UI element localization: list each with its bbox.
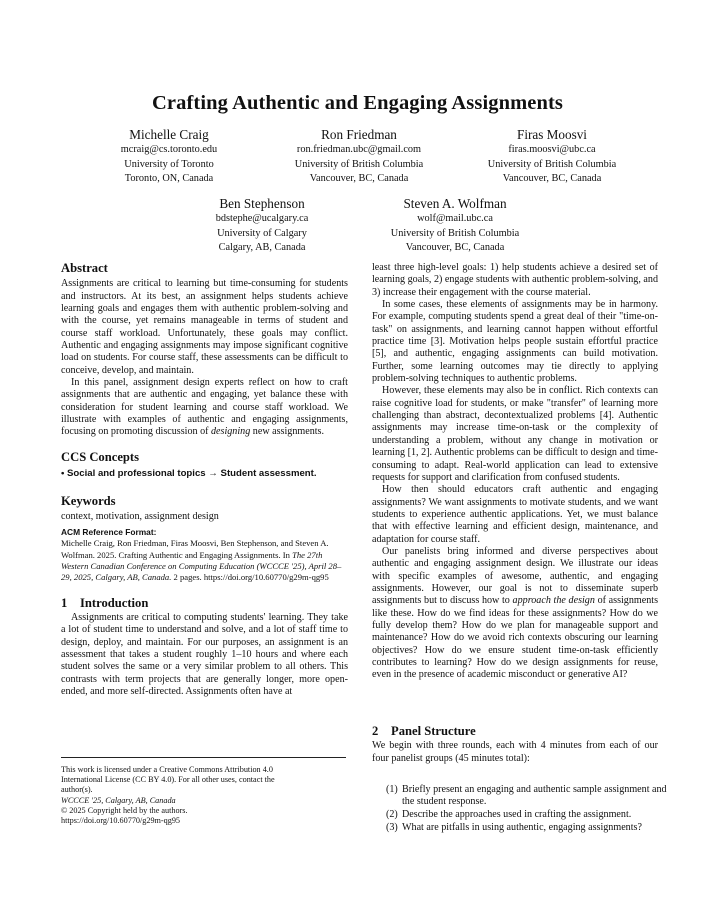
abstract-paragraph [61, 377, 348, 439]
abstract-paragraph: Assignments are critical to learning but time-consuming for students and instructors. At its best, an assignment helps students achieve learning goals and engages them with authentic problem-solving and with the course, yet remains manageable in terms of student and course staff workload. Unfortunately, these goals may conflict. Authentic and engaging assignments may impose significant cognitive load on students. For course staff, these assessments can be difficult to conceive, develop, and maintain. [61, 278, 348, 376]
body-text: Our panelists bring informed and diverse perspectives about authentic and engaging assignment design. We illustrate our ideas with specific examples of awesome, authentic, and engaging assignments. However, our goal is not to disseminate superb assignments but to discuss how to [372, 545, 658, 607]
author-email: firas.moosvi@ubc.ca [508, 144, 596, 155]
doi-link[interactable]: https://doi.org/10.60770/g29m-qg95 [61, 816, 181, 826]
list-text: Describe the approaches used in crafting the assignment. [402, 809, 632, 820]
author-email: ron.friedman.ubc@gmail.com [296, 144, 422, 155]
section-number: 2 [372, 724, 379, 738]
author-block [269, 126, 449, 187]
ccs-concept: • Social and professional topics → Student assessment. [61, 468, 317, 480]
list-number: (3) [386, 822, 398, 833]
author-name: Steven A. Wolfman [403, 196, 507, 211]
list-text: What are pitfalls in using authentic, engaging assignments? [402, 822, 642, 833]
paper-title: Crafting Authentic and Engaging Assignments [152, 92, 563, 114]
author-name: Michelle Craig [129, 127, 209, 142]
keywords-heading: Keywords [61, 493, 116, 508]
list-item [386, 822, 676, 835]
body-paragraph [372, 546, 658, 682]
author-location: Vancouver, BC, Canada [405, 242, 505, 253]
author-affiliation: University of British Columbia [487, 158, 617, 170]
body-emphasis: approach the design [512, 595, 595, 607]
author-block [462, 126, 642, 187]
author-email: wolf@mail.ubc.ca [417, 213, 493, 224]
author-affiliation: University of Toronto [124, 158, 214, 170]
author-block [172, 195, 352, 256]
list-text: Briefly present an engaging and authentic sample assignment and the student response. [402, 784, 667, 808]
author-name: Ben Stephenson [219, 196, 305, 211]
keywords-text: context, motivation, assignment design [61, 510, 219, 522]
right-column [372, 262, 658, 682]
body-text: of assignments like these. How do we find ideas for these assignments? How do we fully develop them? How do we plan for manageable support and maintenance? How do we avoid rich contexts obscuring our learning objectives? How do we ensure student time-on-task efficiently contributes to learning? How do we design assignments for reuse, even in the presence of academic misconduct or generative AI? [372, 595, 659, 681]
author-affiliation: University of Calgary [217, 227, 307, 239]
author-location: Vancouver, BC, Canada [502, 173, 602, 184]
author-location: Calgary, AB, Canada [218, 242, 306, 253]
footnote-rule [61, 757, 346, 758]
body-paragraph: least three high-level goals: 1) help students achieve a desired set of learning goals, 2) engage students with authentic problem-solving, and 3) increase their engagement with the course material. [372, 262, 658, 298]
ccs-heading: CCS Concepts [61, 449, 140, 464]
acm-reference-venue: The 27th Western Canadian Conference on Computing Education (WCCCE '25), April 28–29, 2025, Calgary, AB, Canada. [61, 549, 342, 583]
author-location: Toronto, ON, Canada [124, 173, 214, 184]
left-column [61, 262, 348, 698]
abstract-heading: Abstract [61, 261, 108, 275]
list-item [386, 809, 676, 822]
intro-paragraph: Assignments are critical to computing students' learning. They take a lot of student time to understand and solve, and a lot of staff time to design, deploy, and maintain. For our purposes, an assignment is an assessment that takes a student roughly 1–10 hours and where each student solves the same or a very similar problem to all others. This contrasts with term projects that are generally longer, more open-ended, and more self-directed. Assignments often have at [61, 612, 348, 698]
body-paragraph: How then should educators craft authentic and engaging assignments? We want assignments to motivate students, and we want students to experience authentic applications. Yet, we must balance that with effective learning and efficient design, maintenance, and adaptation for course staff. [372, 484, 658, 545]
abstract-text: In this panel, assignment design experts reflect on how to craft assignments that are authentic and engaging, yet balance these with consideration for student learning and course staff workload. We illustrate with examples of authentic and engaging assignments, focusing on promoting discussion of [61, 377, 348, 438]
body-paragraph: In some cases, these elements of assignments may be in harmony. For example, computing students spend a great deal of their "time-on-task" on assignments, and learning cannot happen without effortful practice time [3]. Motivation helps people sustain effortful practice [5], and authentic, engaging assignments can build motivation. Further, some learning outcomes may tie directly to applying problem-solving techniques to authentic problems. [372, 299, 658, 385]
acm-reference-label: ACM Reference Format: [61, 527, 157, 538]
author-email: mcraig@cs.toronto.edu [120, 144, 218, 155]
section-number: 1 [61, 595, 68, 610]
author-affiliation: University of British Columbia [294, 158, 424, 170]
section-heading-panel-structure [372, 725, 658, 737]
section-title: Panel Structure [391, 724, 476, 738]
author-location: Vancouver, BC, Canada [309, 173, 409, 184]
author-email: bdstephe@ucalgary.ca [215, 213, 309, 224]
copyright-text: © 2025 Copyright held by the authors. [61, 805, 188, 815]
venue-text: WCCCE '25, Calgary, AB, Canada [61, 795, 176, 805]
license-text: This work is licensed under a Creative Commons Attribution 4.0 International License (CC BY 4.0). For all other uses, contact the author(s). [61, 765, 275, 795]
author-block [365, 195, 545, 256]
author-name: Ron Friedman [321, 127, 397, 142]
list-number: (1) [386, 784, 398, 795]
author-affiliation: University of British Columbia [390, 227, 520, 239]
acm-reference-text: Michelle Craig, Ron Friedman, Firas Moosvi, Ben Stephenson, and Steven A. Wolfman. 2025. Crafting Authentic and Engaging Assignments. In [61, 538, 329, 560]
author-name: Firas Moosvi [517, 127, 587, 142]
body-paragraph: However, these elements may also be in conflict. Rich contexts can raise cognitive load for students, or make "transfer" of learning more challenging than abstract, decontextualized problems [4]. Authentic assignments may increase time-on-task or the complexity of understanding a problem, without any change in motivation or learning [1, 2]. Authentic problems can be difficult to design and time-consuming to adapt. Real-world application can lead to extensive requests for support and clarification from confused students. [372, 385, 658, 483]
footnote [61, 765, 286, 826]
section-title: Introduction [80, 595, 149, 610]
author-block [79, 126, 259, 187]
abstract-emphasis: designing [211, 426, 251, 438]
section-heading-introduction [61, 597, 348, 609]
abstract-text: new assignments. [250, 426, 324, 438]
acm-reference-doi: 2 pages. https://doi.org/10.60770/g29m-qg95 [171, 572, 329, 583]
panel-structure-section [372, 725, 658, 765]
list-item [386, 784, 676, 810]
panel-intro: We begin with three rounds, each with 4 minutes from each of our four panelist groups (45 minutes total): [372, 740, 658, 764]
list-number: (2) [386, 809, 398, 820]
acm-reference [61, 527, 348, 583]
